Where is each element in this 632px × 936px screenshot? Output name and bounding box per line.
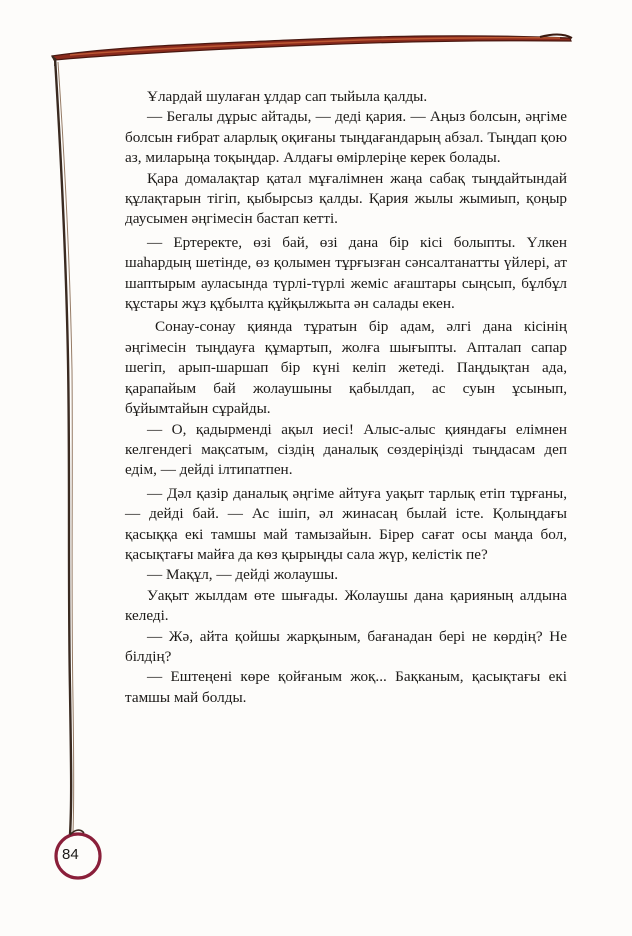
paragraph: — Бегалы дұрыс айтады, — деді қария. — Аңыз болсын, әңгіме болсын ғибрат аларлық оқиғаны тыңдағандарың абзал. Тыңдап қою аз, миларыңа тоқыңдар. Алдағы өмірлеріңе керек болады. (125, 108, 567, 167)
paragraph: — Мақұл, — дейді жолаушы. (147, 566, 339, 584)
paragraph: — Дәл қазір даналық әңгіме айтуға уақыт тарлық етіп тұрғаны, — дейді бай. — Ас ішіп, әл жинасаң былай істе. Қолыңдағы қасыққа екі тамшы май тамызайын. Бірер сағат осы маңда бол, қасықтағы майға да көз қырыңды сала жүр, келістік пе? (125, 484, 567, 563)
paragraph: — О, қадырменді ақыл иесі! Алыс-алыс қияндағы елімнен келгендегі мақсатым, сіздің даналық сөздеріңізді тыңдасам деп едім, — дейді ілтипатпен. (125, 420, 567, 479)
paragraph: — Ештеңені көре қойғаным жоқ... Бақканым, қасықтағы екі тамшы май болды. (125, 668, 567, 706)
top-branch-ornament (52, 36, 571, 60)
page-number: 84 (62, 846, 79, 863)
paragraph: — Ертеректе, өзі бай, өзі дана бір кісі болыпты. Үлкен шаһардың шетінде, өз қолымен тұрғызған сәнсалтанатты үйлері, ат шаптырым ауласында түрлі-түрлі жеміс ағаштары сыңсып, бұлбұл құстары жұз құбылта құйқылжыта ән салады екен. (125, 233, 567, 313)
paragraph: Сонау-сонау қиянда тұратын бір адам, әлгі дана кісінің әңгімесін тыңдауға құмартып, жолға шығыпты. Апталап сапар шегіп, арып-шаршап бір күні келіп жетеді. Паңдықтан ада, қарапайым бай жолаушыны қабылдап, ас суын ұсынып, бұйымтайын сұрайды. (125, 318, 567, 418)
story-text (125, 87, 567, 708)
paragraph: — Жә, айта қойшы жарқыным, бағанадан бері не көрдің? Не білдің? (125, 627, 567, 665)
paragraph: Қара домалақтар қатал мұғалімнен жаңа сабақ тыңдайтындай құлақтарын тігіп, қыбырсыз қалды. Қария жылы жымиып, қоңыр даусымен әңгімесін бастап кетті. (125, 169, 567, 228)
left-stem-ornament (55, 58, 71, 835)
paragraph: Уақыт жылдам өте шығады. Жолаушы дана қарияның алдына келеді. (125, 586, 567, 625)
paragraph: Ұлардай шулаған ұлдар сап тыйыла қалды. (147, 88, 428, 105)
